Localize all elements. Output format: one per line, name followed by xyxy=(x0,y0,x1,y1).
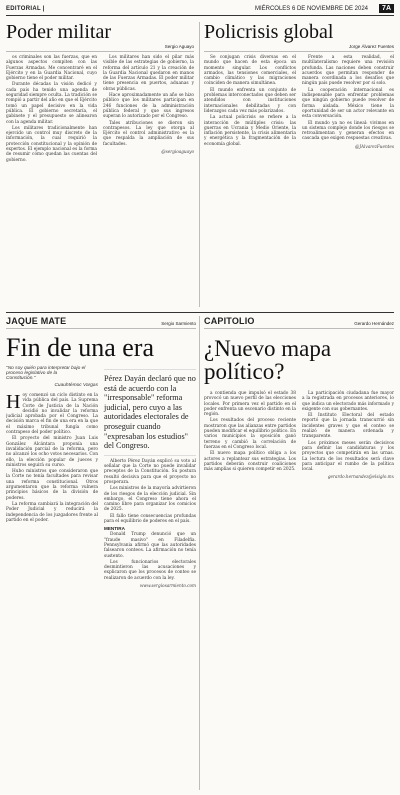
article-title: Fin de una era xyxy=(6,333,155,362)
article-body xyxy=(104,459,196,588)
article-fin-de-una-era xyxy=(6,316,196,790)
paragraph: La participación ciudadana fue mayor a la registrada en procesos anteriores, lo que indica un electorado más informado y exigente con sus gobernantes. xyxy=(302,391,394,412)
column-kicker: JAQUE MATE xyxy=(6,316,67,326)
paragraph: Tales atribuciones se dieron sin contrapesos. La ley que otorga al Ejército el control administrativo es la que respalda la ampliación de sus facultades. xyxy=(103,120,194,147)
paragraph: Hubo ministros que consideraron que la Corte no tenía facultades para revisar una reforma constitucional. Otros argumentaron que la reforma vulnera principios básicos de la división de poderes. xyxy=(6,469,98,501)
page-number: 7A xyxy=(379,4,394,13)
paragraph: Los militares tradicionalmente han ejercido un control muy discreto de la información, la cual requirió la protección constitucional y la opinión de expertos. El ejemplo nacional es la forma de resumir cómo quedan las cuentas del gobierno. xyxy=(6,125,97,163)
drop-cap: H xyxy=(6,391,21,413)
issue-date: MIÉRCOLES 6 DE NOVIEMBRE DE 2024 xyxy=(254,6,368,12)
subhead: MENTIRA xyxy=(104,526,125,532)
paragraph: Los próximos meses serán decisivos para definir las candidaturas y los proyectos que competirán en las urnas. La lectura de los resultados será clave para anticipar el rumbo de la política local. xyxy=(302,440,394,473)
article-byline: Sergio Aguayo xyxy=(6,44,194,52)
author-signature: @sergioaguayo xyxy=(161,149,194,155)
paragraph: El mundo ya no es lineal: vivimos en un sistema complejo donde los riesgos se retroalimentan y generan efectos en cascada que exigen respuestas creativas. xyxy=(302,120,394,142)
paragraph: Los militares han sido el pilar más visible de las estrategias de gobierno, la reforma del artículo 21 y la creación de la Guardia Nacional quedaron en manos de las Fuerzas Armadas. El poder militar tiene presencia en puertos, aduanas y obras públicas. xyxy=(103,55,194,92)
lead-quote: "No soy quién para interpretar bajo el proceso legislativo de la Constitución." Cuauhtémoc Vargas xyxy=(6,366,98,388)
paragraph: Los resultados del proceso reciente mostraron que las alianzas entre partidos pueden modificar el equilibrio político. En varios municipios la oposición ganó terreno y cambió la correlación de fuerzas en el Congreso local. xyxy=(204,418,296,450)
article-body xyxy=(6,393,98,523)
author-signature: gerardo.hernandez@elsiglo.mx xyxy=(327,474,394,480)
page-header xyxy=(6,4,394,16)
paragraph: a contienda que impulsó el estado 38 provocó un nuevo perfil de las elecciones locales. Por primera vez el partido en el poder enfrenta un escenario distinto en la región. xyxy=(204,391,296,418)
column-kicker: CAPITOLIO xyxy=(204,316,255,326)
author-signature: @JAlvarezFuentes xyxy=(355,143,394,149)
paragraph: Se conjugan crisis diversas en el mundo que hacen de esta época un momento singular. Los conflictos armados, las tensiones comerciales, el cambio climático y las migraciones coinciden de manera simultánea. xyxy=(204,55,296,87)
article-title: ¿Nuevo mapa político? xyxy=(204,336,332,384)
column-header xyxy=(6,316,196,329)
article-title: Poder militar xyxy=(6,22,111,43)
article-columns xyxy=(6,366,196,588)
article-title: Policrisis global xyxy=(204,22,334,43)
column-divider xyxy=(199,22,200,307)
paragraph: La reforma cambiará la integración del Poder Judicial y reducirá la independencia de los juzgadores frente al partido en el poder. xyxy=(6,501,98,523)
paragraph: La actual policrisis se refiere a la interacción de múltiples crisis: las guerras en Ucrania y Medio Oriente, la inflación persistente, la crisis alimentaria y energética y la fragmentación de la economía global. xyxy=(204,115,296,147)
paragraph: Donald Trump denunció que un "fraude masivo" en Filadelfia. Pennsylvania afirmó que las autoridades falsearon conteos. La afirmación no tenía sustento. xyxy=(104,532,196,559)
article-nuevo-mapa-politico xyxy=(204,316,394,790)
paragraph: Durante décadas la visión dedicó y cada país ha tenido una agenda de seguridad siempre oculta. La tradición se rompió a partir del año en que el Ejército tomó un papel decisivo en la vida pública. El gobierno secretaría, el gabinete y el presupuesto se alinearon con la agenda militar. xyxy=(6,82,97,125)
paragraph: Hace aproximadamente un año se hizo público que los militares participan en 246 funciones de la administración pública federal y que sus ingresos superan lo autorizado por el Congreso. xyxy=(103,93,194,120)
article-left-column xyxy=(6,366,98,588)
article-byline: Jorge Álvarez Fuentes xyxy=(204,44,394,52)
pull-quote: Pérez Dayán declaró que no está de acuerdo con la "irresponsable" reforma judicial, pero cuyo a las autoridades electorales de proseguir cuando "expresaban los estudios" del Congreso. xyxy=(104,369,196,456)
paragraph: Los ministros de la mayoría advirtieron de los riesgos de la elección judicial. Sin embargo, el Congreso tiene ahora el camino libre para organizar los comicios de 2025. xyxy=(104,486,196,513)
section-divider xyxy=(6,312,394,313)
paragraph: Alberto Pérez Dayán explicó su voto al señalar que la Corte no puede invalidar preceptos de la Constitución. Su postura resultó decisiva para que el proyecto no prosperara. xyxy=(104,458,196,485)
paragraph: Los funcionarios electorales desmintieron las acusaciones y explicaron que los procesos de conteo se realizaron de acuerdo con la ley. xyxy=(104,559,196,581)
section-label: EDITORIAL | xyxy=(6,6,45,12)
article-poder-militar xyxy=(6,22,194,307)
column-header xyxy=(204,316,394,329)
author-signature: www.sergiosarmiento.com xyxy=(139,582,196,588)
paragraph: oy comenzó un ciclo distinto en la vida pública del país. La Suprema Corte de Justicia de la Nación decidió no invalidar la reforma judicial aprobada por el Congreso. La decisión marca el fin de una era en la que el máximo tribunal fungía como contrapeso del poder político. xyxy=(6,393,98,436)
article-body xyxy=(204,391,394,790)
paragraph: El Instituto Electoral del estado reportó que la jornada transcurrió sin incidentes graves y que el conteo se realizó de manera ordenada y transparente. xyxy=(302,413,394,440)
paragraph: El mundo enfrenta un conjunto de problemas interconectados que deben ser atendidos con instituciones internacionales debilitadas y con liderazgos cada vez más polarizados. xyxy=(204,87,296,114)
article-byline: Sergio Sarmiento xyxy=(161,321,196,326)
article-body xyxy=(204,55,394,300)
article-right-column xyxy=(104,366,196,588)
article-body xyxy=(6,55,194,300)
paragraph: os criminales son las fuerzas, que en algunos aspectos compiten con las Fuerzas Armadas. Me concentraré en el Ejército y en la Guardia Nacional, cuyo gobierno tiene el poder militar. xyxy=(6,55,97,82)
paragraph: Frente a esta realidad, el multilateralismo requiere una revisión profunda. Las naciones deben construir acuerdos que permitan responder de manera coordinada a los desafíos que ningún país puede resolver por sí solo. xyxy=(302,55,394,87)
article-policrisis-global xyxy=(204,22,394,307)
paragraph: El nuevo mapa político obliga a los actores a replantear sus estrategias. Los partidos deberán construir coaliciones más amplias si quieren competir en 2025. xyxy=(204,451,296,473)
article-byline: Gerardo Hernández xyxy=(354,321,394,326)
paragraph: La cooperación internacional es indispensable para enfrentar problemas que ningún gobierno puede resolver de forma aislada. México tiene la oportunidad de ser un actor relevante en esta conversación. xyxy=(302,87,394,120)
paragraph: El proyecto del ministro Juan Luis González Alcántara proponía una invalidación parcial de la reforma, pero no alcanzó los ocho votos necesarios. Con ello, la elección popular de jueces y ministros seguirá su curso. xyxy=(6,436,98,468)
paragraph: El fallo tiene consecuencias profundas para el equilibrio de poderes en el país. xyxy=(104,513,196,525)
column-divider xyxy=(199,316,200,790)
